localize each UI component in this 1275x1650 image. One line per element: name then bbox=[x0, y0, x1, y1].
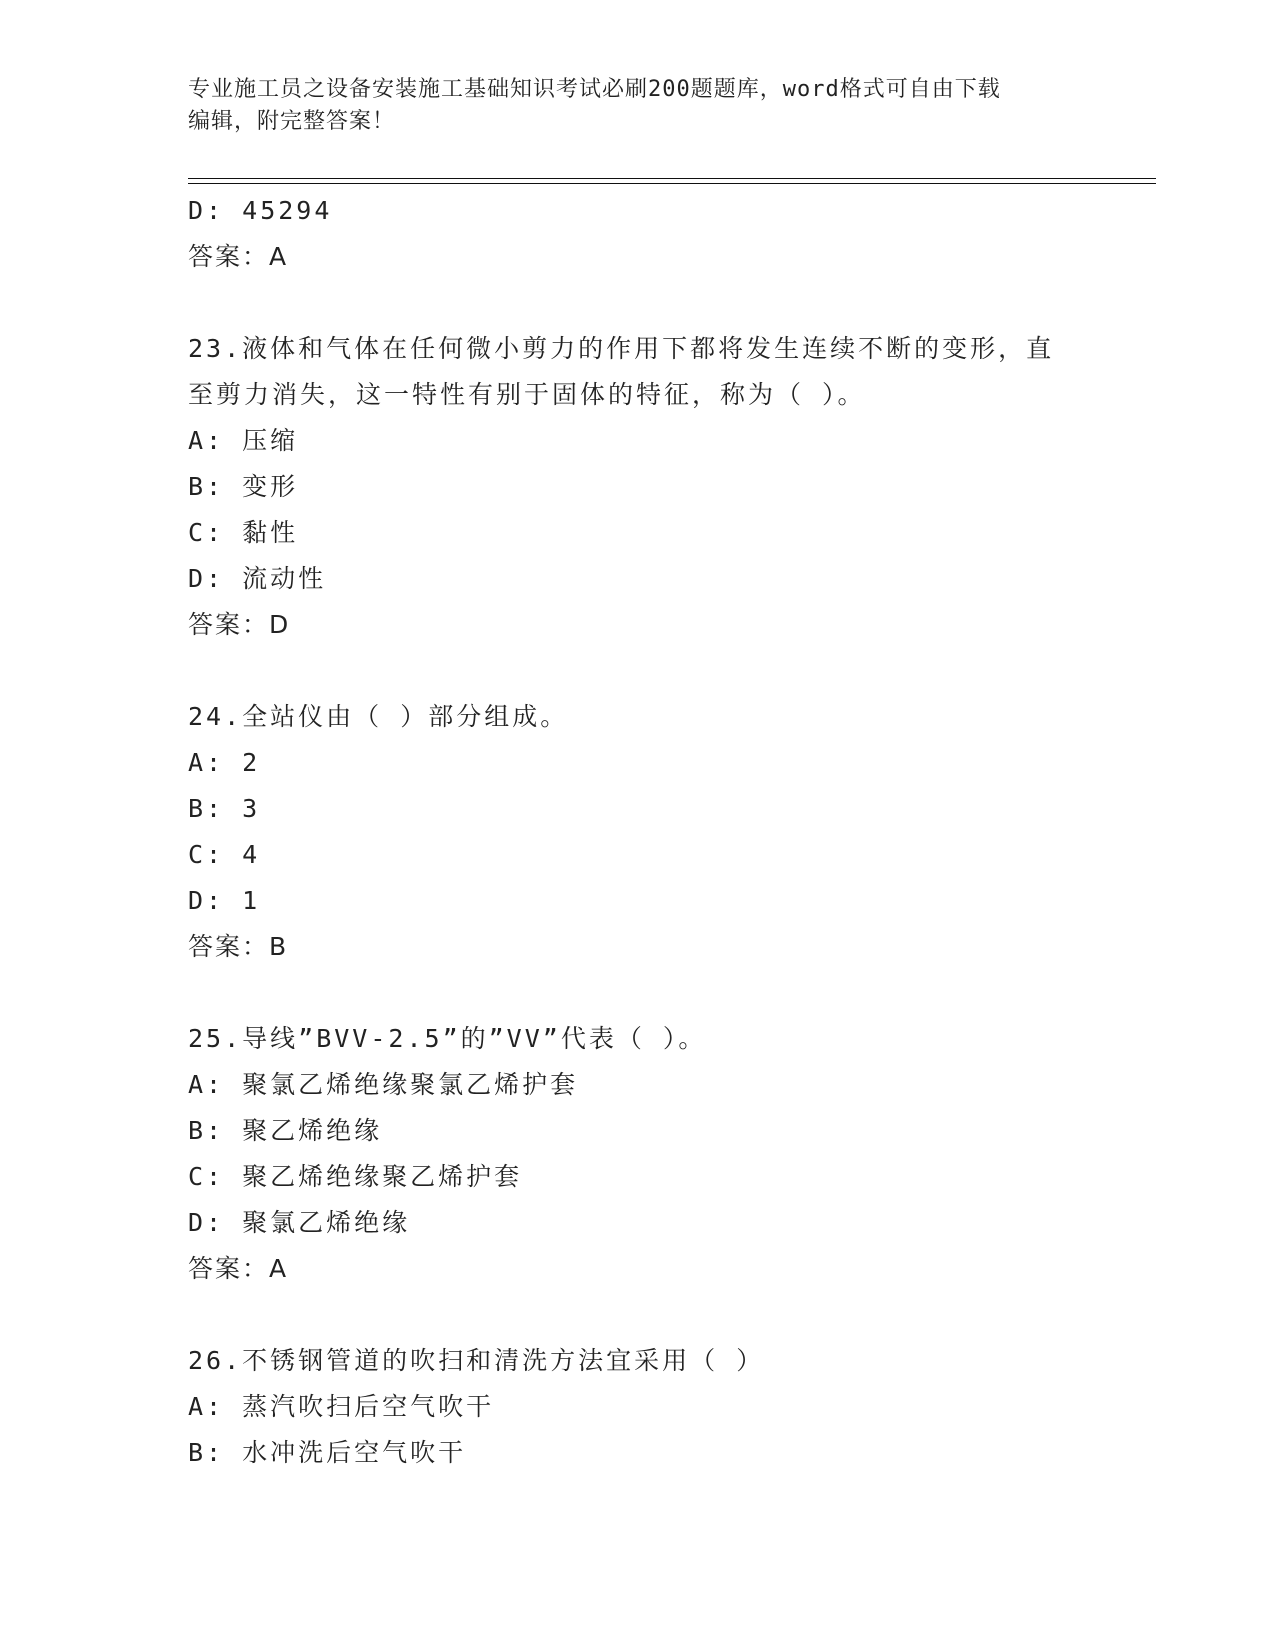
header-divider-bottom bbox=[188, 183, 1156, 184]
header-title-line-2: 编辑，附完整答案！ bbox=[188, 109, 396, 134]
option-b: B: 变形 bbox=[188, 472, 299, 501]
option-b: B: 聚乙烯绝缘 bbox=[188, 1116, 383, 1145]
option-a: A: 蒸汽吹扫后空气吹干 bbox=[188, 1392, 495, 1421]
answer-line: 答案：D bbox=[188, 610, 291, 639]
question-block-26 bbox=[188, 1338, 1088, 1476]
question-block-23 bbox=[188, 326, 1088, 648]
option-b: B: 水冲洗后空气吹干 bbox=[188, 1438, 467, 1467]
spacer bbox=[188, 970, 1088, 1016]
question-block-25 bbox=[188, 1016, 1088, 1292]
question-stem-line-1: 24.全站仪由（ ）部分组成。 bbox=[188, 702, 569, 731]
option-d: D: 聚氯乙烯绝缘 bbox=[188, 1208, 411, 1237]
spacer bbox=[188, 280, 1088, 326]
option-a: A: 压缩 bbox=[188, 426, 299, 455]
answer-line: 答案：A bbox=[188, 1254, 289, 1283]
header-title-line-1: 专业施工员之设备安装施工基础知识考试必刷200题题库，word格式可自由下载 bbox=[188, 77, 1001, 102]
question-stem-line-1: 23.液体和气体在任何微小剪力的作用下都将发生连续不断的变形，直 bbox=[188, 334, 1055, 363]
question-list bbox=[188, 188, 1088, 1476]
option-c: C: 黏性 bbox=[188, 518, 299, 547]
header-divider-top bbox=[188, 178, 1156, 179]
option-d: D: 流动性 bbox=[188, 564, 327, 593]
option-c: C: 4 bbox=[188, 840, 261, 869]
spacer bbox=[188, 1292, 1088, 1338]
question-stem-line-1: 26.不锈钢管道的吹扫和清洗方法宜采用（ ） bbox=[188, 1346, 765, 1375]
option-d: D: 45294 bbox=[188, 196, 333, 225]
document-header bbox=[188, 74, 1088, 138]
answer-line: 答案：B bbox=[188, 932, 289, 961]
question-stem-line-2: 至剪力消失，这一特性有别于固体的特征，称为（ ）。 bbox=[188, 380, 866, 409]
option-c: C: 聚乙烯绝缘聚乙烯护套 bbox=[188, 1162, 523, 1191]
question-block-22 bbox=[188, 188, 1088, 280]
answer-line: 答案：A bbox=[188, 242, 289, 271]
spacer bbox=[188, 648, 1088, 694]
option-a: A: 2 bbox=[188, 748, 261, 777]
question-block-24 bbox=[188, 694, 1088, 970]
option-d: D: 1 bbox=[188, 886, 261, 915]
option-a: A: 聚氯乙烯绝缘聚氯乙烯护套 bbox=[188, 1070, 579, 1099]
option-b: B: 3 bbox=[188, 794, 261, 823]
question-stem-line-1: 25.导线”BVV-2.5”的”VV”代表（ ）。 bbox=[188, 1024, 707, 1053]
